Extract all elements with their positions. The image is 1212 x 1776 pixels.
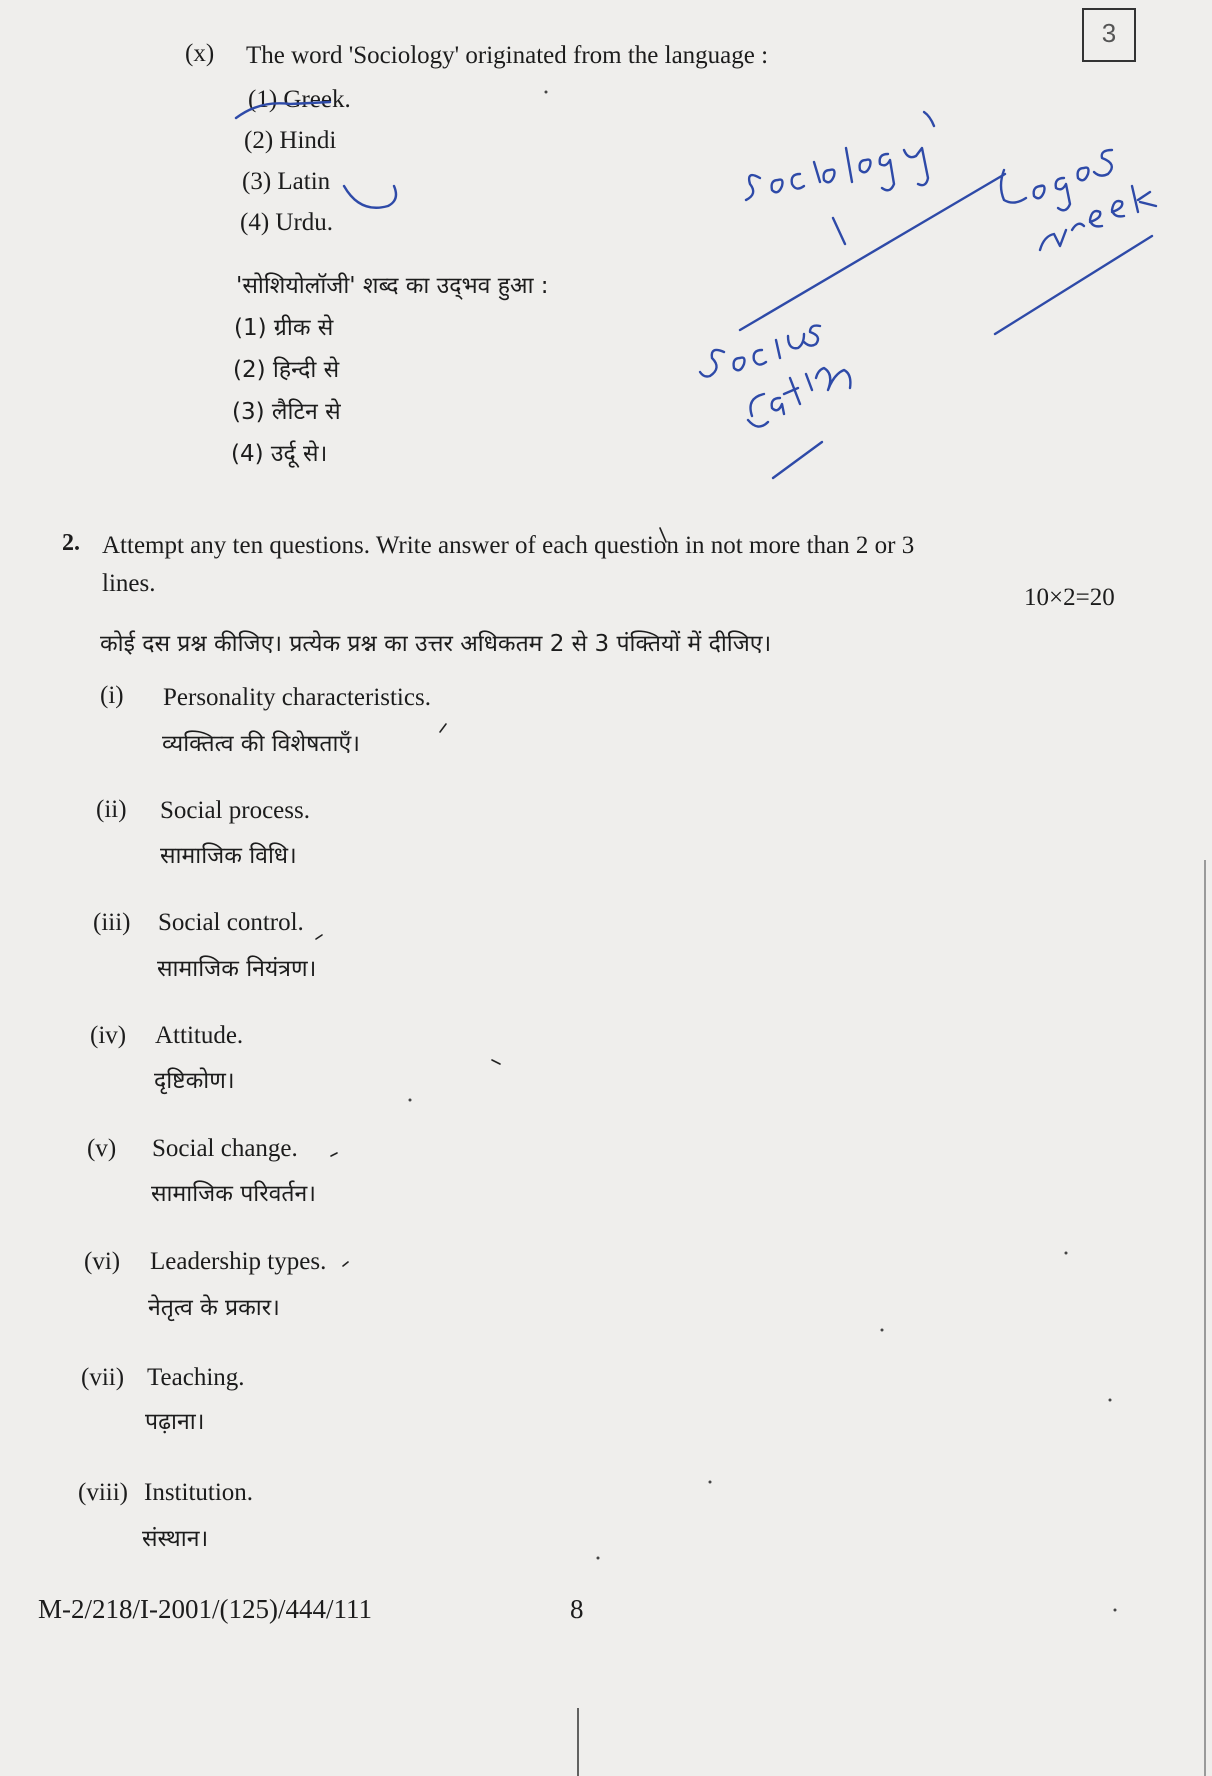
option-number: (2): [244, 127, 274, 154]
option-text: हिन्दी से: [272, 357, 340, 383]
option-number: (2): [233, 357, 266, 383]
q1x-option-hi-3: [232, 394, 341, 426]
page-marker-box: [1082, 8, 1136, 62]
q1x-label: (x): [185, 40, 215, 67]
item-hi: पढ़ाना।: [145, 1409, 205, 1435]
item-hi: संस्थान।: [142, 1526, 209, 1552]
q2-number: 2.: [62, 530, 80, 556]
item-hi: नेतृत्व के प्रकार।: [148, 1295, 280, 1321]
item-number: (iv): [90, 1022, 127, 1049]
option-text: ग्रीक से: [273, 315, 334, 341]
q2-instruction-en-line1: Attempt any ten questions. Write answer of each question in not more than 2 or 3: [102, 532, 915, 559]
item-hi: सामाजिक विधि।: [160, 843, 297, 869]
option-number: (4): [231, 441, 264, 467]
q2-instruction-hi: कोई दस प्रश्न कीजिए। प्रत्येक प्रश्न का उत्तर अधिकतम 2 से 3 पंक्तियों में दीजिए।: [100, 631, 772, 657]
footer-code: M-2/218/I-2001/(125)/444/111: [38, 1594, 372, 1624]
q1x-option-hi-1: [234, 310, 333, 342]
item-number: (vii): [81, 1364, 125, 1391]
q1x-question-hi: 'सोशियोलॉजी' शब्द का उद्‌भव हुआ :: [236, 273, 549, 299]
item-number: (ii): [96, 796, 127, 823]
item-en: Teaching.: [147, 1364, 245, 1391]
option-text: Urdu.: [275, 209, 334, 236]
item-number: (viii): [78, 1479, 128, 1506]
option-text: लैटिन से: [271, 399, 341, 425]
option-number: (1): [234, 315, 267, 341]
q1x-option-hi-2: [233, 352, 339, 384]
item-en: Social change.: [152, 1135, 298, 1162]
option-text: Latin: [277, 168, 331, 195]
q1x-question-en: The word 'Sociology' originated from the language :: [246, 42, 769, 69]
item-en: Leadership types.: [150, 1248, 327, 1275]
footer-page-number: 8: [570, 1594, 584, 1624]
q2-marks: 10×2=20: [1024, 584, 1115, 611]
item-en: Social control.: [158, 909, 304, 936]
item-number: (iii): [93, 909, 131, 936]
page-edge-line: [1204, 860, 1206, 1776]
item-number: (v): [87, 1135, 117, 1162]
q2-instruction-en-line2: lines.: [102, 570, 156, 597]
option-number: (1): [248, 86, 278, 113]
item-hi: दृष्टिकोण।: [154, 1068, 235, 1094]
q1x-option-1: [248, 86, 351, 114]
q1x-option-3: [242, 168, 330, 196]
q1x-option-hi-4: [231, 436, 327, 468]
item-number: (vi): [84, 1248, 121, 1275]
option-text: उर्दू से।: [270, 441, 328, 467]
item-en: Institution.: [144, 1479, 254, 1506]
item-hi: व्यक्तित्व की विशेषताएँ।: [162, 731, 360, 757]
item-en: Social process.: [160, 797, 310, 824]
option-text: Greek.: [283, 86, 351, 113]
item-number: (i): [100, 682, 124, 709]
option-number: (3): [232, 399, 265, 425]
item-en: Attitude.: [155, 1022, 244, 1049]
option-text: Hindi: [279, 127, 337, 154]
item-hi: सामाजिक परिवर्तन।: [151, 1181, 317, 1207]
q1x-option-4: [240, 209, 333, 237]
option-number: (4): [240, 209, 270, 236]
item-hi: सामाजिक नियंत्रण।: [157, 956, 317, 982]
item-en: Personality characteristics.: [163, 684, 431, 711]
q1x-option-2: [244, 127, 336, 155]
option-number: (3): [242, 168, 272, 195]
page-marker: 3: [1101, 18, 1117, 48]
